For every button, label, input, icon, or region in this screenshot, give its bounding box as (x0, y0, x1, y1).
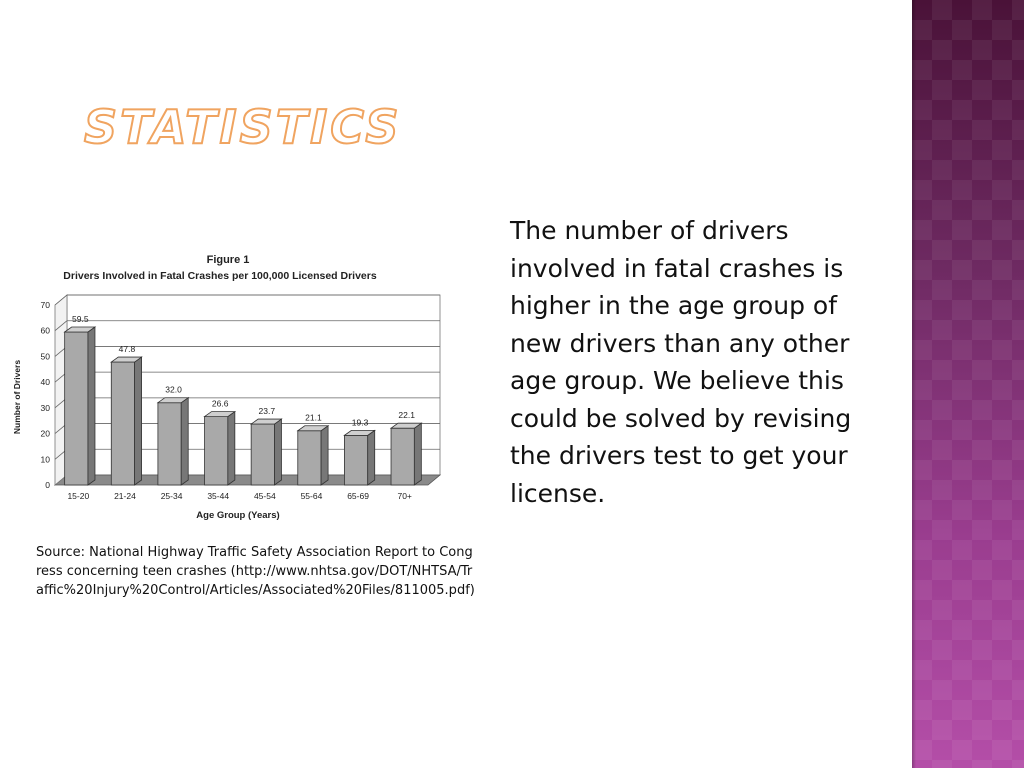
chart-bar-side (414, 423, 421, 485)
chart-bar-side (181, 398, 188, 485)
chart-x-tick-label: 45-54 (253, 491, 276, 501)
chart-x-axis-label: Age Group (Years) (196, 510, 280, 521)
chart-x-tick-label: 35-44 (207, 491, 230, 501)
chart-data-label: 19.3 (351, 417, 369, 428)
chart-figure-label: Figure 1 (206, 254, 250, 266)
chart-x-tick-label: 25-34 (160, 491, 183, 501)
chart-bar (298, 431, 321, 485)
chart-bar-side (228, 412, 235, 485)
chart-bar-side (88, 327, 95, 485)
decorative-side-band (912, 0, 1024, 768)
chart-bar-side (135, 357, 142, 485)
chart-data-label: 21.1 (305, 412, 322, 423)
chart-x-tick-label: 70+ (397, 491, 412, 501)
chart-y-tick-label: 30 (40, 402, 50, 413)
chart-y-axis-label: Number of Drivers (12, 359, 22, 435)
slide-title: STATISTICS (84, 100, 402, 154)
chart-bar (344, 435, 367, 485)
chart-y-tick-label: 50 (40, 351, 50, 362)
chart-title: Drivers Involved in Fatal Crashes per 100,000 Licensed Drivers (63, 270, 377, 282)
chart-y-tick-label: 20 (40, 428, 50, 439)
chart-data-label: 26.6 (211, 398, 229, 409)
chart-bar (205, 417, 228, 485)
chart-bar-side (321, 426, 328, 485)
chart-y-tick-label: 0 (45, 480, 50, 490)
chart-bar (391, 428, 414, 485)
chart-bar (158, 403, 181, 485)
slide-body-text: The number of drivers involved in fatal crashes is higher in the age group of new drivers than any other age group. We believe this could be solved by revising the drivers test to get your license. (510, 216, 852, 508)
chart-bar (111, 362, 134, 485)
chart-bar (65, 332, 88, 485)
chart-y-tick-label: 40 (40, 377, 50, 388)
chart-bar-side (274, 419, 281, 485)
chart-data-label: 23.7 (258, 406, 276, 417)
chart-x-tick-label: 21-24 (114, 491, 136, 501)
chart-x-tick-label: 55-64 (300, 491, 323, 501)
chart-bar (251, 424, 274, 485)
chart-x-tick-label: 15-20 (67, 491, 90, 501)
chart-y-tick-label: 70 (40, 300, 50, 310)
source-citation: Source: National Highway Traffic Safety Association Report to Congress concerning teen crashes (http://www.nhtsa.gov/DOT/NHTSA/Traffic%20Injury%20Control/Articles/Associated%20Files/811005.pdf) (36, 545, 475, 598)
chart-bar-side (368, 430, 375, 485)
chart-data-label: 22.1 (398, 410, 415, 421)
chart-y-tick-label: 10 (40, 454, 50, 465)
chart-data-label: 59.5 (72, 314, 89, 324)
bar-chart (8, 250, 448, 525)
chart-x-tick-label: 65-69 (347, 491, 369, 501)
chart-y-tick-label: 60 (40, 325, 50, 336)
bar-chart-figure (8, 250, 448, 525)
chart-data-label: 47.8 (118, 344, 136, 355)
chart-data-label: 32.0 (165, 384, 182, 395)
